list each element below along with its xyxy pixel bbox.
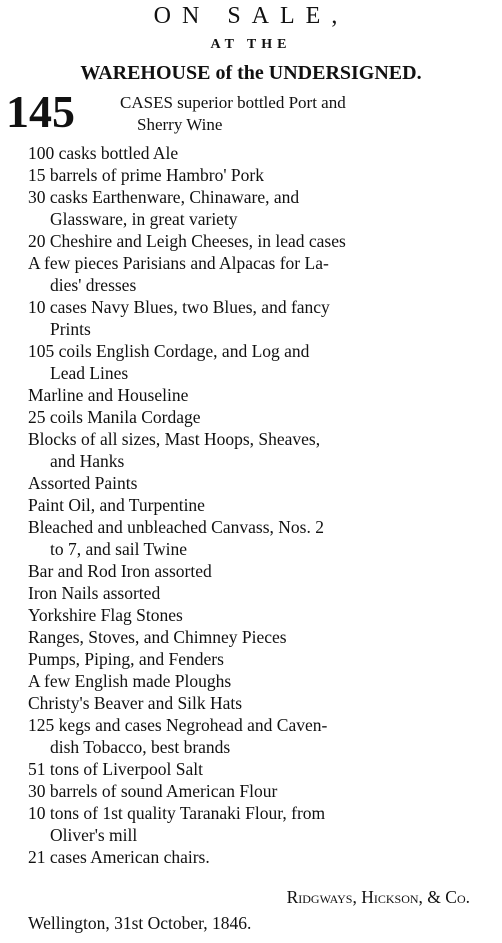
list-item [28,670,498,692]
list-item-line: Bar and Rod Iron assorted [28,561,212,581]
heading-on-sale: ON SALE, [153,3,349,29]
list-item [28,186,498,230]
list-item [28,230,498,252]
list-item [28,758,498,780]
list-item-line: Prints [50,319,91,339]
list-item-line: Iron Nails assorted [28,583,161,603]
list-item-line: Assorted Paints [28,473,138,493]
list-item-line: and Hanks [50,451,125,471]
list-item [28,626,498,648]
item-list [28,142,498,868]
list-item-line: A few pieces Parisians and Alpacas for La- [28,253,329,273]
list-item [28,406,498,428]
lead-item-line: Sherry Wine [137,115,223,134]
list-item-line: dish Tobacco, best brands [50,737,231,757]
heading-warehouse: WAREHOUSE of the UNDERSIGNED. [80,62,422,84]
list-item [28,340,498,384]
list-item [28,252,498,296]
list-item-line: 30 barrels of sound American Flour [28,781,278,801]
list-item [28,296,498,340]
list-item [28,846,498,868]
list-item [28,604,498,626]
dateline: Wellington, 31st October, 1846. [28,913,252,933]
list-item [28,516,498,560]
list-item [28,582,498,604]
list-item [28,560,498,582]
list-item-line: Paint Oil, and Turpentine [28,495,205,515]
list-item-line: 100 casks bottled Ale [28,143,179,163]
list-item-line: Bleached and unbleached Canvass, Nos. 2 [28,517,324,537]
list-item-line: 20 Cheshire and Leigh Cheeses, in lead cases [28,231,346,251]
list-item-line: Marline and Houseline [28,385,189,405]
list-item-line: Ranges, Stoves, and Chimney Pieces [28,627,287,647]
list-item-line: 10 cases Navy Blues, two Blues, and fancy [28,297,330,317]
list-item-line: Pumps, Piping, and Fenders [28,649,224,669]
list-item-line: 125 kegs and cases Negrohead and Caven- [28,715,328,735]
list-item-line: 51 tons of Liverpool Salt [28,759,203,779]
heading-at-the: AT THE [210,37,292,52]
list-item [28,692,498,714]
list-item-line: Yorkshire Flag Stones [28,605,183,625]
list-item-line: dies' dresses [50,275,137,295]
list-item-line: 25 coils Manila Cordage [28,407,201,427]
lead-quantity: 145 [6,86,75,137]
list-item-line: 10 tons of 1st quality Taranaki Flour, from [28,803,326,823]
list-item-line: Lead Lines [50,363,129,383]
list-item-line: Blocks of all sizes, Mast Hoops, Sheaves, [28,429,321,449]
list-item-line: 105 coils English Cordage, and Log and [28,341,310,361]
list-item [28,494,498,516]
list-item-line: 30 casks Earthenware, Chinaware, and [28,187,300,207]
list-item-line: to 7, and sail Twine [50,539,187,559]
lead-item [120,92,346,136]
list-item [28,472,498,494]
list-item [28,142,498,164]
list-item [28,428,498,472]
list-item [28,164,498,186]
list-item-line: 21 cases American chairs. [28,847,210,867]
list-item [28,802,498,846]
list-item [28,714,498,758]
list-item-line: Christy's Beaver and Silk Hats [28,693,243,713]
list-item-line: Glassware, in great variety [50,209,238,229]
list-item-line: 15 barrels of prime Hambro' Pork [28,165,264,185]
list-item [28,648,498,670]
lead-item-line: CASES superior bottled Port and [120,93,346,112]
list-item-line: Oliver's mill [50,825,138,845]
signature: Ridgways, Hickson, & Co. [286,887,470,907]
list-item-line: A few English made Ploughs [28,671,232,691]
list-item [28,384,498,406]
list-item [28,780,498,802]
